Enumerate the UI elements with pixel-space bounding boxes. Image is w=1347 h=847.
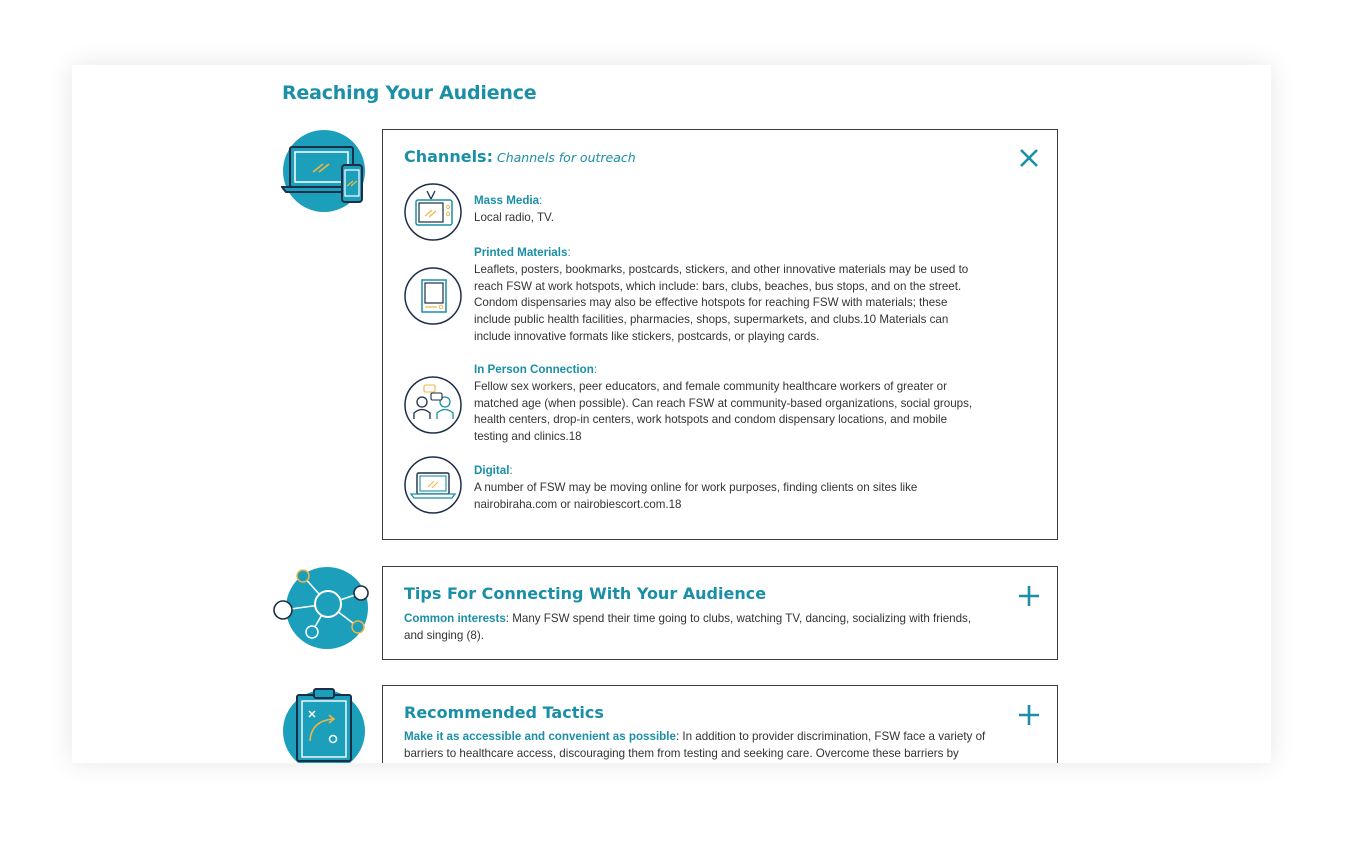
tv-icon: [404, 183, 464, 243]
channel-description: Fellow sex workers, peer educators, and female community healthcare workers of greater or matched age (when possible). Can reach FSW at community-based organizations, social groups, health centers, drop-in centers, work hotspots and condom dispensary locations, and mobile testing and clinics.18: [474, 379, 973, 444]
network-icon: [271, 565, 373, 653]
channel-description: Leaflets, posters, bookmarks, postcards, stickers, and other innovative materials may be used to reach FSW at work hotspots, which include: bars, clubs, beaches, bus stops, and on the street. Condom dispensaries may also be effective hotspots for reaching FSW with materials; these include public health facilities, pharmacies, shops, supermarkets, and clubs.10 Materials can include innovative formats like stickers, postcards, or playing cards.: [474, 262, 969, 343]
plus-icon[interactable]: [1017, 703, 1041, 727]
page-title: Reaching Your Audience: [282, 82, 537, 104]
tips-lead: Common interests: [404, 612, 506, 625]
channels-panel: [382, 129, 1058, 540]
channel-text-digital: Digital: A number of FSW may be moving online for work purposes, finding clients on sites like nairobiraha.com or nairobiescort.com.18: [474, 463, 974, 513]
channels-title: Channels:: [404, 147, 493, 166]
channel-label: Mass Media: [474, 194, 540, 207]
tips-panel: [382, 566, 1058, 660]
tactics-body: [404, 728, 999, 762]
channels-subtitle: Channels for outreach: [496, 150, 636, 165]
channel-text-printed-materials: Printed Materials: Leaflets, posters, bookmarks, postcards, stickers, and other innovative materials may be used to reach FSW at work hotspots, which include: bars, clubs, beaches, bus stops, and on the street. Condom dispensaries may also be effective hotspots for reaching FSW with materials; these include public health facilities, pharmacies, shops, supermarkets, and clubs.10 Materials can include innovative formats like stickers, postcards, or playing cards.: [474, 245, 974, 346]
content-card: [72, 65, 1271, 763]
channel-label: In Person Connection: [474, 363, 594, 376]
tips-text: : Many FSW spend their time going to clubs, watching TV, dancing, socializing with friends, and singing (8).: [404, 612, 972, 642]
channel-description: A number of FSW may be moving online for work purposes, finding clients on sites like nairobiraha.com or nairobiescort.com.18: [474, 480, 918, 511]
channel-text-mass-media: Mass Media: Local radio, TV.: [474, 193, 974, 227]
tactics-panel: [382, 685, 1058, 763]
tactics-title: Recommended Tactics: [404, 703, 604, 722]
channel-text-in-person: In Person Connection: Fellow sex workers, peer educators, and female community healthcare workers of greater or matched age (when possible). Can reach FSW at community-based organizations, social groups, health centers, drop-in centers, work hotspots and condom dispensary locations, and mobile testing and clinics.18: [474, 362, 974, 446]
tactics-lead: Make it as accessible and convenient as possible: [404, 730, 676, 743]
tactics-text: : In addition to provider discrimination, FSW face a variety of barriers to healthcare access, discouraging them from testing and seeking care. Overcome these barriers by: [404, 730, 986, 760]
clipboard-strategy-icon: [281, 685, 367, 763]
channels-heading: [404, 147, 636, 166]
devices-icon: [281, 130, 367, 214]
tips-body: [404, 610, 979, 644]
laptop-icon: [404, 456, 464, 516]
close-icon[interactable]: [1017, 146, 1041, 170]
channel-label: Digital: [474, 464, 510, 477]
tips-title: Tips For Connecting With Your Audience: [404, 584, 767, 603]
people-talking-icon: [404, 376, 464, 436]
document-icon: [404, 267, 464, 327]
plus-icon[interactable]: [1017, 584, 1041, 608]
channel-label: Printed Materials: [474, 246, 568, 259]
channel-description: Local radio, TV.: [474, 210, 554, 224]
